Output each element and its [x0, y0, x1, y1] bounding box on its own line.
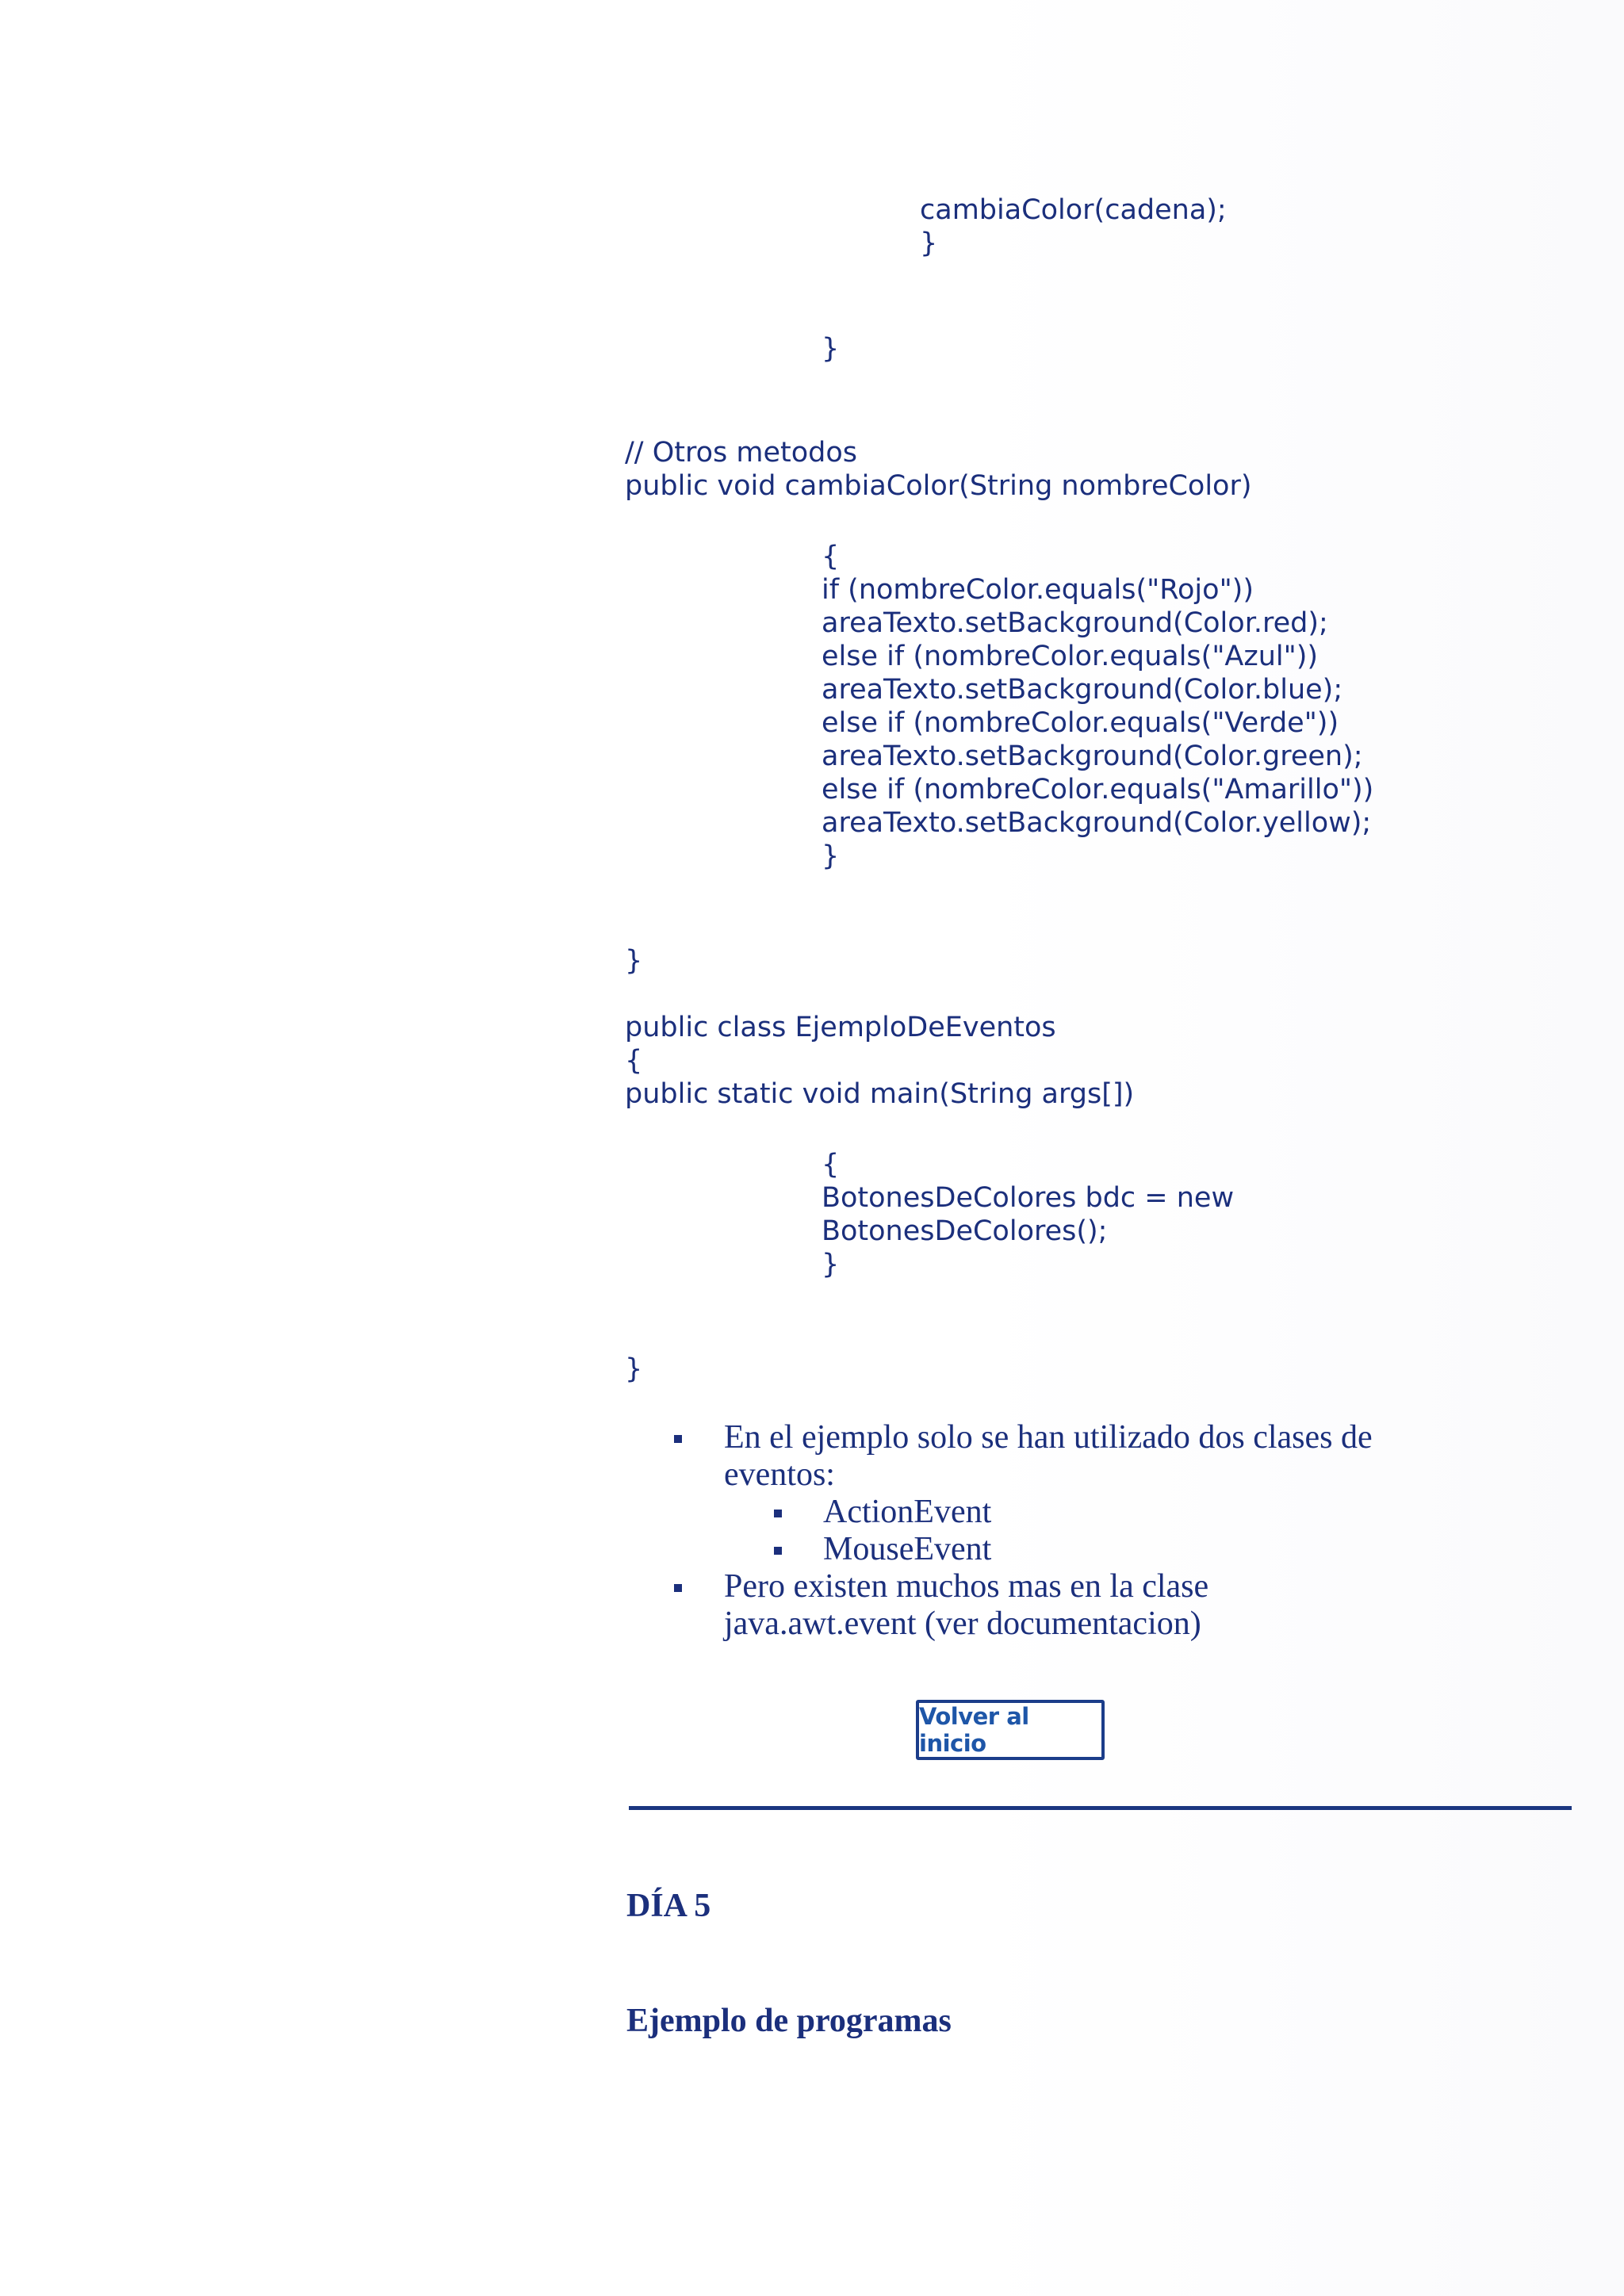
section-day-heading: DÍA 5 [626, 1888, 711, 1924]
sub-bullet-item [674, 1531, 1388, 1568]
square-bullet-icon [674, 1584, 682, 1592]
square-bullet-icon [774, 1547, 782, 1555]
code-block-method-signature: // Otros metodos public void cambiaColor(String nombreColor) [625, 437, 1252, 502]
code-block-class-declaration: public class EjemploDeEventos { public static void main(String args[]) [625, 1012, 1135, 1110]
section-title-heading: Ejemplo de programas [626, 2003, 952, 2039]
sub-bullet-text: ActionEvent [823, 1494, 992, 1530]
back-to-start-label: Volver al inicio [919, 1703, 1029, 1757]
code-block-main-body: { BotonesDeColores bdc = new BotonesDeColores(); } [822, 1149, 1235, 1280]
section-divider [629, 1806, 1572, 1810]
code-block-final-brace: } [625, 1353, 643, 1385]
code-block-closing-brace: } [822, 333, 840, 365]
code-block-method-body: { if (nombreColor.equals("Rojo")) areaTexto.setBackground(Color.red); else if (nombreColor.equals("Azul")) areaTexto.setBackground(Color.blue); else if (nombreColor.equals("Verde")) areaTexto.setBackground(Color.green); else if (nombreColor.equals("Amarillo")) areaTexto.setBackground(Color.yellow); } [822, 541, 1374, 872]
square-bullet-icon [674, 1435, 682, 1443]
bullet-text: Pero existen muchos mas en la clase java.awt.event (ver documentacion) [724, 1568, 1209, 1642]
sub-bullet-item [674, 1494, 1388, 1531]
square-bullet-icon [774, 1510, 782, 1517]
bullet-text: En el ejemplo solo se han utilizado dos clases de eventos: [724, 1419, 1373, 1493]
bullet-item [674, 1419, 1388, 1494]
bullet-item [674, 1568, 1388, 1643]
code-block-cambiacolor-call: cambiaColor(cadena); } [920, 194, 1227, 259]
sub-bullet-text: MouseEvent [823, 1531, 992, 1567]
back-to-start-button[interactable] [916, 1700, 1105, 1760]
bullet-list [674, 1419, 1388, 1643]
code-block-class-closing-brace: } [625, 945, 643, 977]
